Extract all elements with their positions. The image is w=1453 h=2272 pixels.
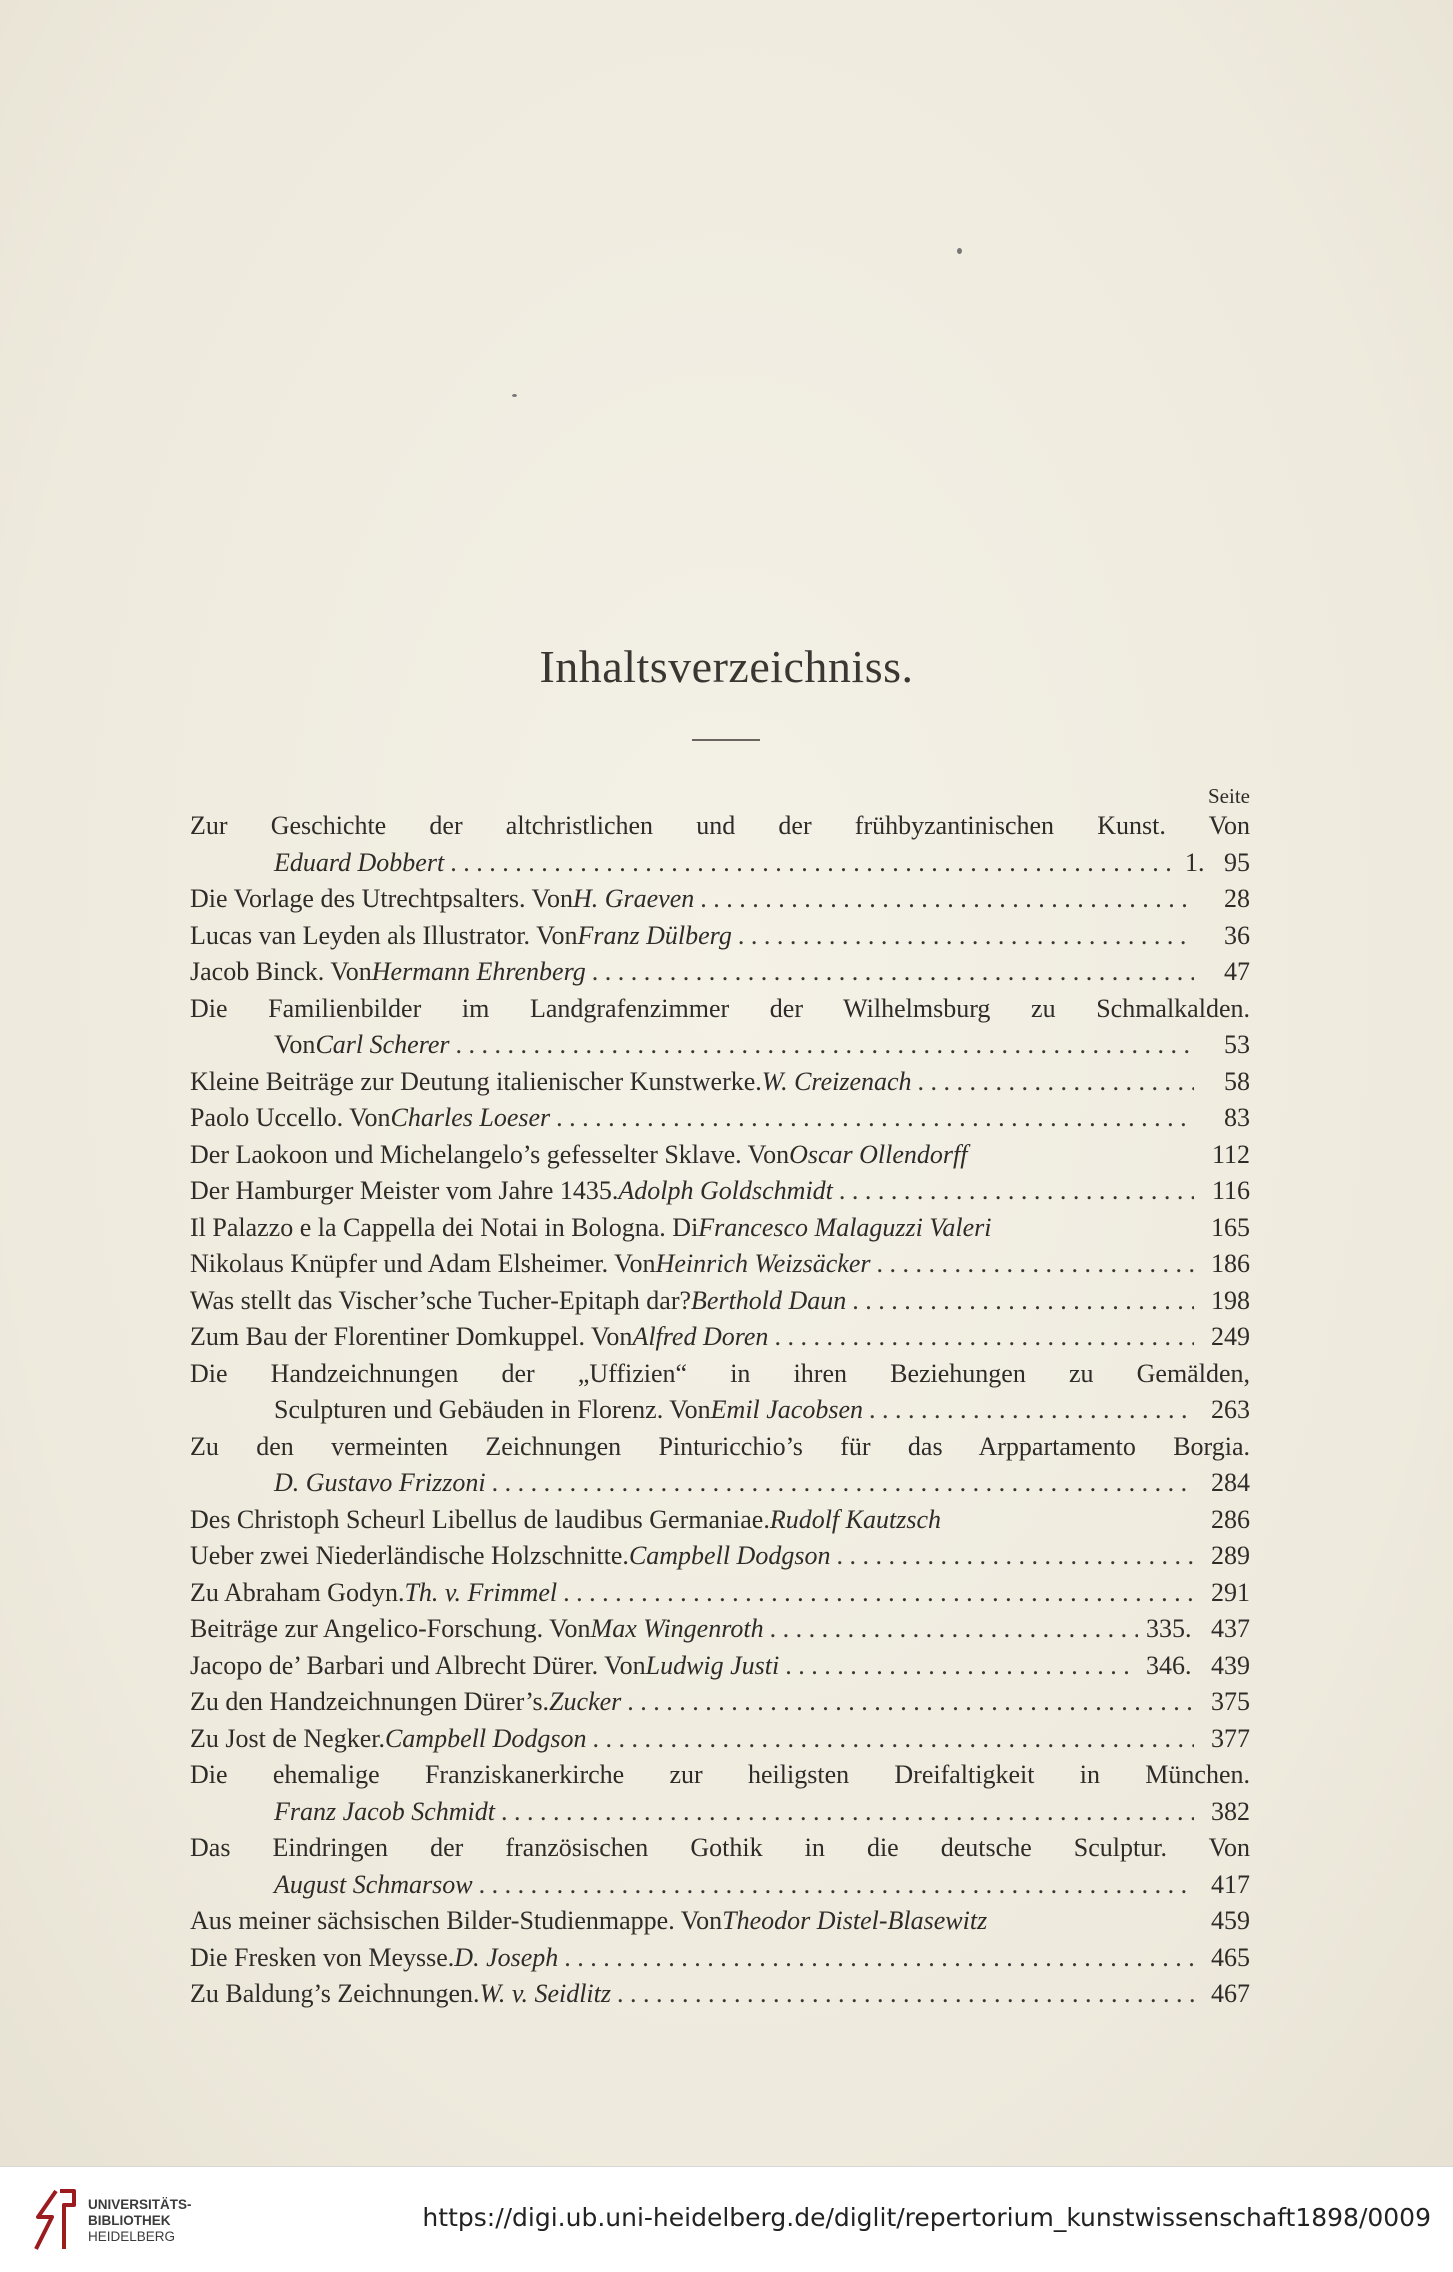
entry-author: Charles Loeser [390, 1103, 551, 1132]
entry-author: Rudolf Kautzsch [769, 1504, 941, 1534]
toc-entry [190, 1356, 1250, 1429]
library-name [88, 2197, 192, 2245]
toc-entry-line [190, 1392, 1250, 1429]
entry-page-number: 249 [1211, 1322, 1250, 1351]
dot-leader [779, 1648, 1138, 1685]
toc-entry-line [190, 1976, 1250, 2013]
paper-speck [957, 248, 962, 254]
entry-title: Die Vorlage des Utrechtpsalters. Von [190, 884, 573, 913]
entry-page-number: 284 [1211, 1468, 1250, 1497]
toc-entry [190, 1137, 1250, 1174]
entry-author: D. Gustavo Frizzoni [274, 1468, 486, 1497]
entry-title: Il Palazzo e la Cappella dei Notai in Bologna. Di [190, 1212, 699, 1242]
toc-entry [190, 1648, 1250, 1685]
dot-leader [768, 1319, 1194, 1356]
entry-author: Eduard Dobbert [274, 847, 445, 877]
dot-leader [586, 954, 1194, 991]
dot-leader [846, 1283, 1194, 1320]
toc-entry-line [190, 1684, 1250, 1721]
library-name-line: HEIDELBERG [88, 2229, 176, 2244]
toc-entry-line [190, 1064, 1250, 1101]
dot-leader [871, 1246, 1195, 1283]
entry-title: Das Eindringen der französischen Gothik in die deutsche Sculptur. Von [190, 1833, 1250, 1862]
toc-entry [190, 1830, 1250, 1903]
toc-entry-line [190, 1465, 1250, 1502]
toc-entry [190, 1538, 1250, 1575]
toc-entry [190, 1721, 1250, 1758]
toc-entry-line [190, 1027, 1250, 1064]
entry-author: W. v. Seidlitz [479, 1979, 611, 2008]
dot-leader [732, 918, 1194, 955]
entry-title: Zu den vermeinten Zeichnungen Pinturicchio’s für das Arppartamento Borgia. [190, 1431, 1250, 1461]
toc-entry [190, 1684, 1250, 1721]
entry-title: Sculpturen und Gebäuden in Florenz. Von [274, 1395, 711, 1424]
entry-title: Lucas van Leyden als Illustrator. Von [190, 920, 578, 950]
dot-leader [495, 1794, 1194, 1831]
toc-entry-line [190, 1502, 1250, 1539]
dot-leader [694, 881, 1194, 918]
entry-title: Jacob Binck. Von [190, 957, 372, 986]
toc-entry [190, 881, 1250, 918]
entry-page-number: 116 [1211, 1176, 1250, 1205]
toc-entry [190, 1210, 1250, 1247]
entry-page-number: 186 [1211, 1249, 1250, 1278]
entry-author: Alfred Doren [632, 1322, 769, 1351]
entry-title: Die Fresken von Meysse. [190, 1942, 455, 1972]
toc-entry-line [190, 1903, 1250, 1940]
page-column-label: Seite [1208, 784, 1250, 808]
entry-page-number: 465 [1211, 1942, 1250, 1972]
toc-entry-line [190, 918, 1250, 955]
entry-page-number: 346. 439 [1146, 1650, 1250, 1680]
entry-author: Th. v. Frimmel [404, 1577, 558, 1607]
entry-page-number: 83 [1224, 1103, 1250, 1132]
entry-page-number: 335. 437 [1146, 1614, 1250, 1643]
entry-page-number: 53 [1224, 1030, 1250, 1059]
entry-title: Zu Jost de Negker. [190, 1723, 385, 1753]
entry-title: Zur Geschichte der altchristlichen und der frühbyzantinischen Kunst. Von [190, 811, 1250, 840]
toc-entry-line [190, 1319, 1250, 1356]
entry-page-number: 263 [1211, 1395, 1250, 1424]
entry-title: Zu Baldung’s Zeichnungen. [190, 1979, 480, 2008]
toc-entry-line [190, 808, 1250, 845]
toc-entry-line [190, 1757, 1250, 1794]
dot-leader [764, 1611, 1138, 1648]
toc-entry-line [190, 1210, 1250, 1247]
toc-entry-line [190, 881, 1250, 918]
toc-entry-line [190, 1356, 1250, 1393]
page-title: Inhaltsverzeichniss. [539, 641, 914, 692]
entry-author: Franz Dülberg [577, 920, 732, 950]
toc-entry-line [190, 1867, 1250, 1904]
toc-entry [190, 1064, 1250, 1101]
title-rule [692, 739, 760, 741]
entry-author: W. Creizenach [761, 1066, 912, 1096]
dot-leader [486, 1465, 1194, 1502]
entry-author: H. Graeven [572, 884, 695, 913]
toc-entry-line [190, 1429, 1250, 1466]
entry-page-number: 165 [1211, 1212, 1250, 1242]
entry-page-number: 417 [1211, 1869, 1250, 1899]
toc-entry [190, 991, 1250, 1064]
toc-entry-line [190, 954, 1250, 991]
entry-author: D. Joseph [454, 1942, 559, 1972]
entry-title: Die ehemalige Franziskanerkirche zur heiligsten Dreifaltigkeit in München. [190, 1760, 1250, 1789]
dot-leader [444, 845, 1177, 882]
dot-leader [830, 1538, 1194, 1575]
toc-entry [190, 1429, 1250, 1502]
toc-entry-line [190, 1575, 1250, 1612]
entry-page-number: 289 [1211, 1541, 1250, 1570]
toc-entry [190, 1940, 1250, 1977]
toc-entry [190, 954, 1250, 991]
dot-leader [558, 1940, 1194, 1977]
entry-title: Des Christoph Scheurl Libellus de laudibus Germaniae. [190, 1504, 770, 1534]
entry-title: Zu Abraham Godyn. [190, 1577, 405, 1607]
toc-entry-line [190, 1173, 1250, 1210]
toc-entry [190, 808, 1250, 881]
entry-author: Campbell Dodgson [384, 1723, 587, 1753]
toc-entry [190, 1502, 1250, 1539]
toc-entry-line [190, 1611, 1250, 1648]
entry-author: Oscar Ollendorff [789, 1139, 968, 1169]
toc-entry-line [190, 1830, 1250, 1867]
toc-entry-line [190, 1721, 1250, 1758]
entry-page-number: 291 [1211, 1577, 1250, 1607]
entry-author: Ludwig Justi [645, 1650, 780, 1680]
toc-entry [190, 1757, 1250, 1830]
entry-title: Von [274, 1030, 316, 1059]
entry-title: Zu den Handzeichnungen Dürer’s. [190, 1687, 550, 1716]
entry-page-number: 375 [1211, 1687, 1250, 1716]
entry-page-number: 459 [1211, 1906, 1250, 1935]
entry-author: Campbell Dodgson [628, 1541, 831, 1570]
permalink-url[interactable]: https://digi.ub.uni-heidelberg.de/diglit/repertorium_kunstwissenschaft1898/0009 [422, 2203, 1431, 2232]
paper-speck [512, 394, 517, 397]
entry-author: Max Wingenroth [590, 1614, 764, 1643]
entry-page-number: 198 [1211, 1285, 1250, 1315]
entry-author: Theodor Distel-Blasewitz [722, 1906, 988, 1935]
entry-author: Adolph Goldschmidt [618, 1176, 833, 1205]
dot-leader [473, 1867, 1194, 1904]
library-name-line: UNIVERSITÄTS- [88, 2197, 192, 2212]
entry-page-number: 28 [1224, 884, 1250, 913]
entry-title: Die Familienbilder im Landgrafenzimmer der Wilhelmsburg zu Schmalkalden. [190, 993, 1250, 1023]
toc-entry-line [190, 1283, 1250, 1320]
entry-title: Die Handzeichnungen der „Uffizien“ in ihren Beziehungen zu Gemälden, [190, 1358, 1250, 1388]
toc-entry-line [190, 1137, 1250, 1174]
toc-entry [190, 1976, 1250, 2013]
entry-page-number: 58 [1224, 1066, 1250, 1096]
toc-entry-line [190, 1794, 1250, 1831]
entry-author: Emil Jacobsen [710, 1395, 863, 1424]
dot-leader [833, 1173, 1194, 1210]
dot-leader [450, 1027, 1194, 1064]
dot-leader [621, 1684, 1194, 1721]
entry-author: Franz Jacob Schmidt [274, 1796, 495, 1826]
entry-page-number: 382 [1211, 1796, 1250, 1826]
library-name-line: BIBLIOTHEK [88, 2213, 171, 2228]
dot-leader [550, 1100, 1194, 1137]
toc-entry [190, 1611, 1250, 1648]
entry-author: Berthold Daun [691, 1285, 847, 1315]
dot-leader [611, 1976, 1194, 2013]
toc-entry-line [190, 991, 1250, 1028]
entry-author: August Schmarsow [274, 1869, 473, 1899]
footer-bar [0, 2166, 1453, 2272]
toc-entry [190, 1903, 1250, 1940]
toc-entry-line [190, 1538, 1250, 1575]
toc-entry [190, 1100, 1250, 1137]
toc-entry [190, 1575, 1250, 1612]
entry-title: Paolo Uccello. Von [190, 1103, 391, 1132]
entry-author: Francesco Malaguzzi Valeri [698, 1212, 992, 1242]
entry-page-number: 112 [1211, 1139, 1250, 1169]
entry-page-number: 377 [1211, 1723, 1250, 1753]
dot-leader [557, 1575, 1194, 1612]
entry-page-number: 47 [1224, 957, 1250, 986]
toc-entry-line [190, 845, 1250, 882]
entry-author: Hermann Ehrenberg [371, 957, 586, 986]
entry-title: Beiträge zur Angelico-Forschung. Von [190, 1614, 591, 1643]
entry-title: Zum Bau der Florentiner Domkuppel. Von [190, 1322, 633, 1351]
library-logo-icon [30, 2187, 82, 2253]
entry-title: Der Laokoon und Michelangelo’s gefesselter Sklave. Von [190, 1139, 790, 1169]
entry-author: Heinrich Weizsäcker [655, 1249, 871, 1278]
table-of-contents [190, 808, 1250, 2013]
toc-entry [190, 1283, 1250, 1320]
entry-page-number: 286 [1211, 1504, 1250, 1534]
entry-title: Nikolaus Knüpfer und Adam Elsheimer. Von [190, 1249, 656, 1278]
toc-entry [190, 918, 1250, 955]
toc-entry [190, 1246, 1250, 1283]
entry-title: Aus meiner sächsischen Bilder-Studienmappe. Von [190, 1906, 723, 1935]
entry-page-number: 36 [1224, 920, 1250, 950]
entry-page-number: 1. 95 [1185, 847, 1250, 877]
entry-title: Der Hamburger Meister vom Jahre 1435. [190, 1176, 619, 1205]
entry-page-number: 467 [1211, 1979, 1250, 2008]
toc-entry [190, 1173, 1250, 1210]
entry-title: Kleine Beiträge zur Deutung italienischer Kunstwerke. [190, 1066, 762, 1096]
toc-entry [190, 1319, 1250, 1356]
entry-author: Zucker [549, 1687, 622, 1716]
entry-title: Ueber zwei Niederländische Holzschnitte. [190, 1541, 629, 1570]
entry-author: Carl Scherer [315, 1030, 450, 1059]
entry-title: Was stellt das Vischer’sche Tucher-Epitaph dar? [190, 1285, 692, 1315]
toc-entry-line [190, 1940, 1250, 1977]
toc-entry-line [190, 1648, 1250, 1685]
dot-leader [863, 1392, 1194, 1429]
toc-entry-line [190, 1246, 1250, 1283]
toc-entry-line [190, 1100, 1250, 1137]
dot-leader [586, 1721, 1194, 1758]
dot-leader [912, 1064, 1194, 1101]
entry-title: Jacopo de’ Barbari und Albrecht Dürer. Von [190, 1650, 646, 1680]
